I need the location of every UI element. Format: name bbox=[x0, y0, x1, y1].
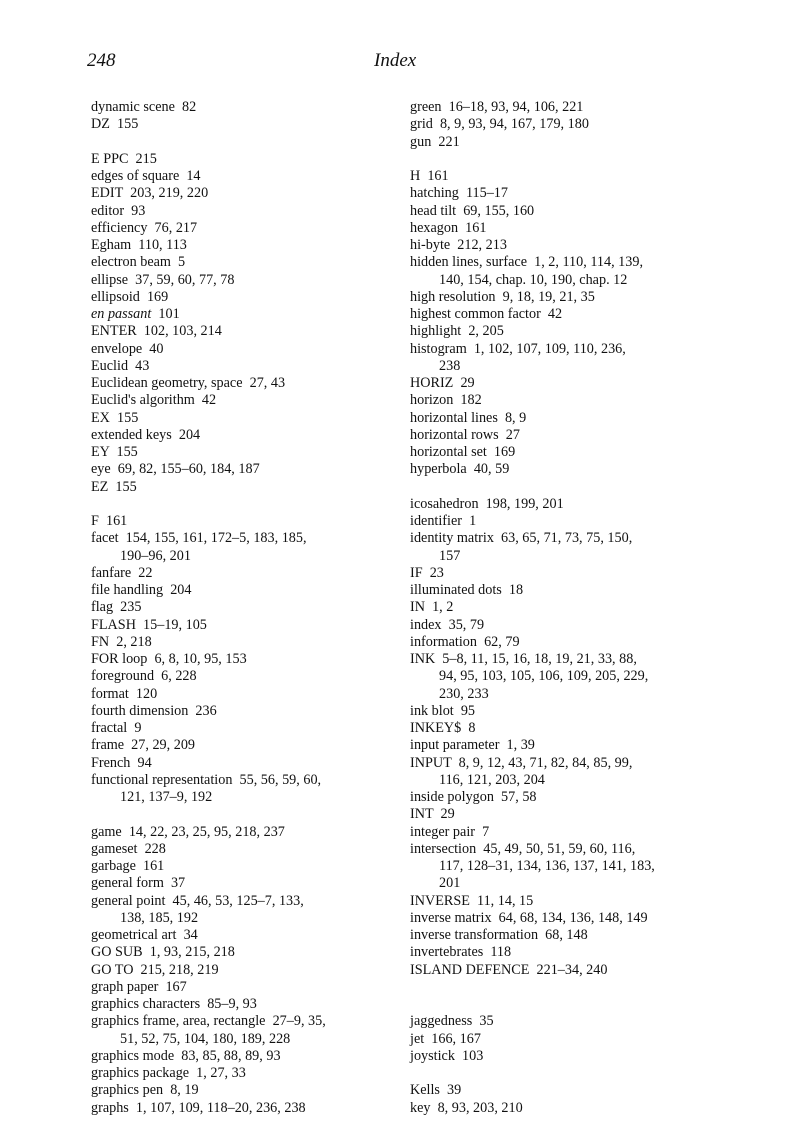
index-entry: game 14, 22, 23, 25, 95, 218, 237 bbox=[91, 823, 285, 840]
index-entry: gameset 228 bbox=[91, 840, 166, 857]
index-entry: Egham 110, 113 bbox=[91, 237, 187, 253]
index-entry: illuminated dots 18 bbox=[410, 582, 524, 598]
index-entry: INPUT 8, 9, 12, 43, 71, 82, 84, 85, 99, bbox=[410, 754, 633, 771]
index-entry: GO SUB 1, 93, 215, 218 bbox=[91, 944, 235, 961]
index-entry: head tilt 69, 155, 160 bbox=[410, 202, 535, 219]
index-entry: jet 166, 167 bbox=[410, 1030, 481, 1047]
page-number: 248 bbox=[87, 50, 116, 71]
index-entry: foreground 6, 228 bbox=[91, 668, 197, 685]
index-entry: information 62, 79 bbox=[410, 633, 520, 650]
index-entry: fanfare 22 bbox=[91, 564, 153, 581]
index-entry: inverse matrix 64, 68, 134, 136, 148, 149 bbox=[410, 909, 648, 926]
index-entry: fourth dimension 236 bbox=[91, 702, 217, 719]
index-entry: graphics pen 8, 19 bbox=[91, 1082, 199, 1099]
index-entry-continuation: 230, 233 bbox=[439, 685, 489, 702]
index-entry: hyperbola 40, 59 bbox=[410, 461, 510, 478]
index-entry: Kells 39 bbox=[410, 1082, 462, 1099]
index-entry: inside polygon 57, 58 bbox=[410, 789, 537, 805]
index-entry: F 161 bbox=[91, 513, 128, 529]
index-entry: grid 8, 9, 93, 94, 167, 179, 180 bbox=[410, 116, 589, 133]
index-entry: ink blot 95 bbox=[410, 702, 476, 719]
index-entry: flag 235 bbox=[91, 599, 142, 616]
index-entry-continuation: 51, 52, 75, 104, 180, 189, 228 bbox=[120, 1030, 291, 1047]
index-entry: electron beam 5 bbox=[91, 254, 186, 271]
index-entry: Euclid 43 bbox=[91, 357, 150, 374]
index-entry: hexagon 161 bbox=[410, 219, 487, 236]
index-entry: EX 155 bbox=[91, 409, 139, 426]
index-entry: extended keys 204 bbox=[91, 426, 201, 443]
index-entry-continuation: 94, 95, 103, 105, 106, 109, 205, 229, bbox=[439, 668, 649, 685]
index-entry: garbage 161 bbox=[91, 858, 165, 874]
running-title: Index bbox=[374, 50, 417, 71]
index-entry bbox=[91, 306, 391, 323]
index-entry-continuation: 238 bbox=[439, 357, 461, 374]
index-entry-continuation: 190–96, 201 bbox=[120, 547, 191, 564]
index-pages: 101 bbox=[151, 306, 180, 322]
index-entry: FOR loop 6, 8, 10, 95, 153 bbox=[91, 651, 247, 667]
index-entry: Euclidean geometry, space 27, 43 bbox=[91, 375, 286, 391]
index-entry: FLASH 15–19, 105 bbox=[91, 616, 207, 633]
index-entry: graphics mode 83, 85, 88, 89, 93 bbox=[91, 1047, 281, 1064]
index-gap bbox=[91, 806, 391, 823]
index-entry: FN 2, 218 bbox=[91, 633, 152, 650]
index-entry: inverse transformation 68, 148 bbox=[410, 927, 588, 943]
index-entry: histogram 1, 102, 107, 109, 110, 236, bbox=[410, 340, 626, 357]
index-entry: general form 37 bbox=[91, 875, 186, 892]
index-gap bbox=[410, 979, 730, 996]
page-header bbox=[0, 50, 800, 76]
index-entry-continuation: 140, 154, chap. 10, 190, chap. 12 bbox=[439, 271, 628, 288]
index-entry: horizontal rows 27 bbox=[410, 426, 520, 443]
index-entry: INK 5–8, 11, 15, 16, 18, 19, 21, 33, 88, bbox=[410, 651, 637, 667]
index-entry: high resolution 9, 18, 19, 21, 35 bbox=[410, 288, 595, 305]
index-gap bbox=[410, 151, 730, 168]
index-entry: joystick 103 bbox=[410, 1047, 484, 1064]
index-entry: identity matrix 63, 65, 71, 73, 75, 150, bbox=[410, 530, 633, 547]
index-column-left bbox=[91, 99, 391, 1117]
index-entry: graph paper 167 bbox=[91, 978, 187, 995]
index-entry: French 94 bbox=[91, 754, 152, 771]
index-gap bbox=[91, 134, 391, 151]
index-entry-continuation: 138, 185, 192 bbox=[120, 909, 199, 926]
index-entry: EZ 155 bbox=[91, 478, 137, 495]
index-entry: facet 154, 155, 161, 172–5, 183, 185, bbox=[91, 530, 307, 547]
index-entry-continuation: 157 bbox=[439, 547, 461, 564]
index-entry-continuation: 116, 121, 203, 204 bbox=[439, 771, 545, 788]
index-entry: DZ 155 bbox=[91, 116, 139, 133]
index-entry: horizontal lines 8, 9 bbox=[410, 409, 527, 426]
index-entry: ellipsoid 169 bbox=[91, 288, 169, 305]
index-entry: highlight 2, 205 bbox=[410, 323, 504, 340]
index-entry: geometrical art 34 bbox=[91, 927, 198, 943]
index-entry: efficiency 76, 217 bbox=[91, 219, 198, 236]
index-entry: invertebrates 118 bbox=[410, 944, 512, 961]
index-entry: ellipse 37, 59, 60, 77, 78 bbox=[91, 271, 235, 288]
index-gap bbox=[410, 479, 730, 496]
index-entry: INKEY$ 8 bbox=[410, 720, 476, 736]
index-entry: GO TO 215, 218, 219 bbox=[91, 961, 219, 978]
index-entry: horizontal set 169 bbox=[410, 444, 516, 460]
index-entry-continuation: 201 bbox=[439, 875, 461, 892]
index-entry: general point 45, 46, 53, 125–7, 133, bbox=[91, 892, 304, 909]
index-entry: green 16–18, 93, 94, 106, 221 bbox=[410, 99, 584, 115]
index-entry: file handling 204 bbox=[91, 582, 192, 598]
index-entry: hatching 115–17 bbox=[410, 185, 508, 202]
index-gap bbox=[91, 496, 391, 513]
index-entry: envelope 40 bbox=[91, 340, 164, 357]
index-entry: input parameter 1, 39 bbox=[410, 737, 535, 754]
index-entry: ISLAND DEFENCE 221–34, 240 bbox=[410, 961, 608, 978]
index-entry: H 161 bbox=[410, 168, 449, 184]
index-entry: INVERSE 11, 14, 15 bbox=[410, 892, 534, 909]
index-entry: intersection 45, 49, 50, 51, 59, 60, 116, bbox=[410, 840, 636, 857]
index-entry: hidden lines, surface 1, 2, 110, 114, 139, bbox=[410, 254, 643, 271]
index-entry: INT 29 bbox=[410, 806, 455, 823]
index-gap bbox=[410, 1065, 730, 1082]
index-entry: gun 221 bbox=[410, 133, 460, 150]
index-entry-continuation: 117, 128–31, 134, 136, 137, 141, 183, bbox=[439, 858, 655, 874]
index-entry: EY 155 bbox=[91, 444, 138, 460]
index-entry: graphics characters 85–9, 93 bbox=[91, 996, 257, 1012]
index-entry: graphs 1, 107, 109, 118–20, 236, 238 bbox=[91, 1099, 306, 1116]
index-entry: integer pair 7 bbox=[410, 823, 490, 840]
index-entry: eye 69, 82, 155–60, 184, 187 bbox=[91, 461, 260, 478]
index-entry: Euclid's algorithm 42 bbox=[91, 392, 217, 409]
index-entry: frame 27, 29, 209 bbox=[91, 737, 196, 754]
index-entry: format 120 bbox=[91, 685, 158, 702]
index-entry: functional representation 55, 56, 59, 60, bbox=[91, 771, 322, 788]
index-entry: graphics frame, area, rectangle 27–9, 35, bbox=[91, 1013, 326, 1030]
index-entry: EDIT 203, 219, 220 bbox=[91, 185, 209, 202]
index-entry: hi-byte 212, 213 bbox=[410, 237, 507, 253]
index-entry: IN 1, 2 bbox=[410, 599, 454, 616]
index-entry: identifier 1 bbox=[410, 513, 477, 529]
index-entry: jaggedness 35 bbox=[410, 1013, 494, 1030]
index-entry: dynamic scene 82 bbox=[91, 99, 197, 115]
index-entry: fractal 9 bbox=[91, 720, 142, 736]
index-entry: highest common factor 42 bbox=[410, 306, 563, 322]
index-entry: ENTER 102, 103, 214 bbox=[91, 323, 222, 340]
index-entry-continuation: 121, 137–9, 192 bbox=[120, 789, 213, 805]
index-entry: horizon 182 bbox=[410, 392, 482, 409]
index-entry: graphics package 1, 27, 33 bbox=[91, 1065, 246, 1081]
index-entry: HORIZ 29 bbox=[410, 375, 475, 391]
index-entry: IF 23 bbox=[410, 564, 444, 581]
index-entry: key 8, 93, 203, 210 bbox=[410, 1099, 523, 1116]
index-entry: editor 93 bbox=[91, 202, 146, 219]
index-entry: index 35, 79 bbox=[410, 616, 485, 633]
index-term-italic: en passant bbox=[91, 306, 152, 322]
index-gap bbox=[410, 996, 730, 1013]
index-entry: icosahedron 198, 199, 201 bbox=[410, 495, 564, 512]
index-entry: E PPC 215 bbox=[91, 150, 157, 167]
index-column-right bbox=[410, 99, 730, 1117]
index-entry: edges of square 14 bbox=[91, 168, 201, 184]
